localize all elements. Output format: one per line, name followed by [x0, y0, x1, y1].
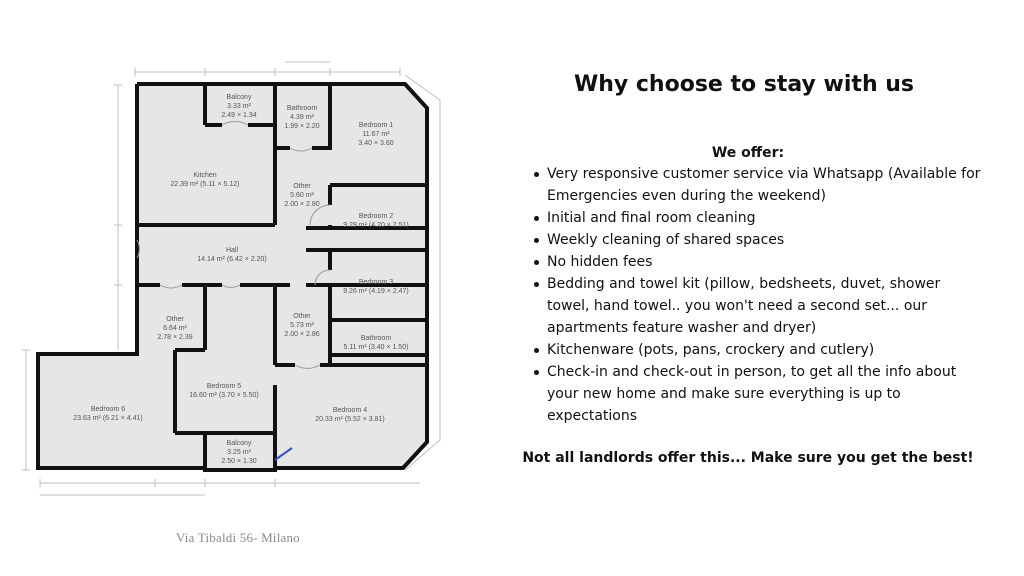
list-item: Very responsive customer service via Whatsapp (Available for Emergencies even during the weekend) [547, 163, 981, 207]
address-caption: Via Tibaldi 56- Milano [176, 530, 300, 545]
room-name: Bedroom 4 [332, 407, 368, 414]
room-area: 20.33 m² (5.52 × 3.81) [315, 416, 385, 423]
room-area: 9.29 m² (4.20 × 2.51) [343, 222, 409, 229]
benefits-list [547, 163, 981, 427]
list-item: Initial and final room cleaning [547, 207, 981, 229]
list-item: No hidden fees [547, 251, 981, 273]
room-dims: 2.78 × 2.39 [157, 334, 193, 341]
room-dims: 2.00 × 2.80 [284, 201, 320, 208]
room-name: Bedroom 3 [358, 279, 394, 286]
offer-heading: We offer: [711, 145, 785, 161]
room-dims: 2.50 × 1.30 [221, 458, 257, 465]
room-name: Bedroom 2 [358, 213, 394, 220]
room-name: Bedroom 1 [358, 122, 394, 129]
room-area: 5.73 m² [290, 322, 314, 329]
room-area: 16.60 m² (3.70 × 5.50) [189, 392, 259, 399]
room-area: 22.39 m² (5.11 × 5.12) [170, 181, 240, 188]
room-area: 23.63 m² (6.21 × 4.41) [73, 415, 143, 422]
room-name: Balcony [226, 94, 252, 101]
room-name: Bathroom [286, 105, 318, 112]
room-dims: 2.49 × 1.34 [221, 112, 257, 119]
room-area: 11.67 m² [362, 131, 390, 138]
room-name: Bathroom [360, 335, 392, 342]
room-area: 3.25 m² [227, 449, 251, 456]
room-area: 4.39 m² [290, 114, 314, 121]
list-item: Check-in and check-out in person, to get all the info about your new home and make sure everything is up to expectations [547, 361, 981, 427]
room-dims: 1.99 × 2.20 [284, 123, 320, 130]
room-name: Balcony [226, 440, 252, 447]
room-dims: 3.40 × 3.60 [358, 140, 394, 147]
room-name: Other [293, 183, 311, 190]
room-area: 6.64 m² [163, 325, 187, 332]
room-name: Bedroom 5 [206, 383, 242, 390]
room-dims: 2.00 × 2.86 [284, 331, 320, 338]
list-item: Kitchenware (pots, pans, crockery and cutlery) [547, 339, 981, 361]
room-name: Other [166, 316, 184, 323]
room-name: Hall [225, 247, 239, 254]
room-name: Kitchen [193, 172, 217, 179]
room-area: 5.60 m² [290, 192, 314, 199]
room-name: Other [293, 313, 311, 320]
room-area: 3.33 m² [227, 103, 251, 110]
room-area: 9.26 m² (4.19 × 2.47) [343, 288, 409, 295]
closing-statement: Not all landlords offer this... Make sure you get the best! [522, 450, 974, 466]
room-area: 14.14 m² (6.42 × 2.20) [197, 256, 267, 263]
list-item: Weekly cleaning of shared spaces [547, 229, 981, 251]
floor-plan [0, 0, 470, 520]
room-name: Bedroom 6 [90, 406, 126, 413]
page-title: Why choose to stay with us [573, 72, 915, 97]
list-item: Bedding and towel kit (pillow, bedsheets, duvet, shower towel, hand towel.. you won't need a second set... our apartments feature washer and dryer) [547, 273, 981, 339]
room-area: 5.11 m² (3.40 × 1.50) [343, 344, 409, 351]
